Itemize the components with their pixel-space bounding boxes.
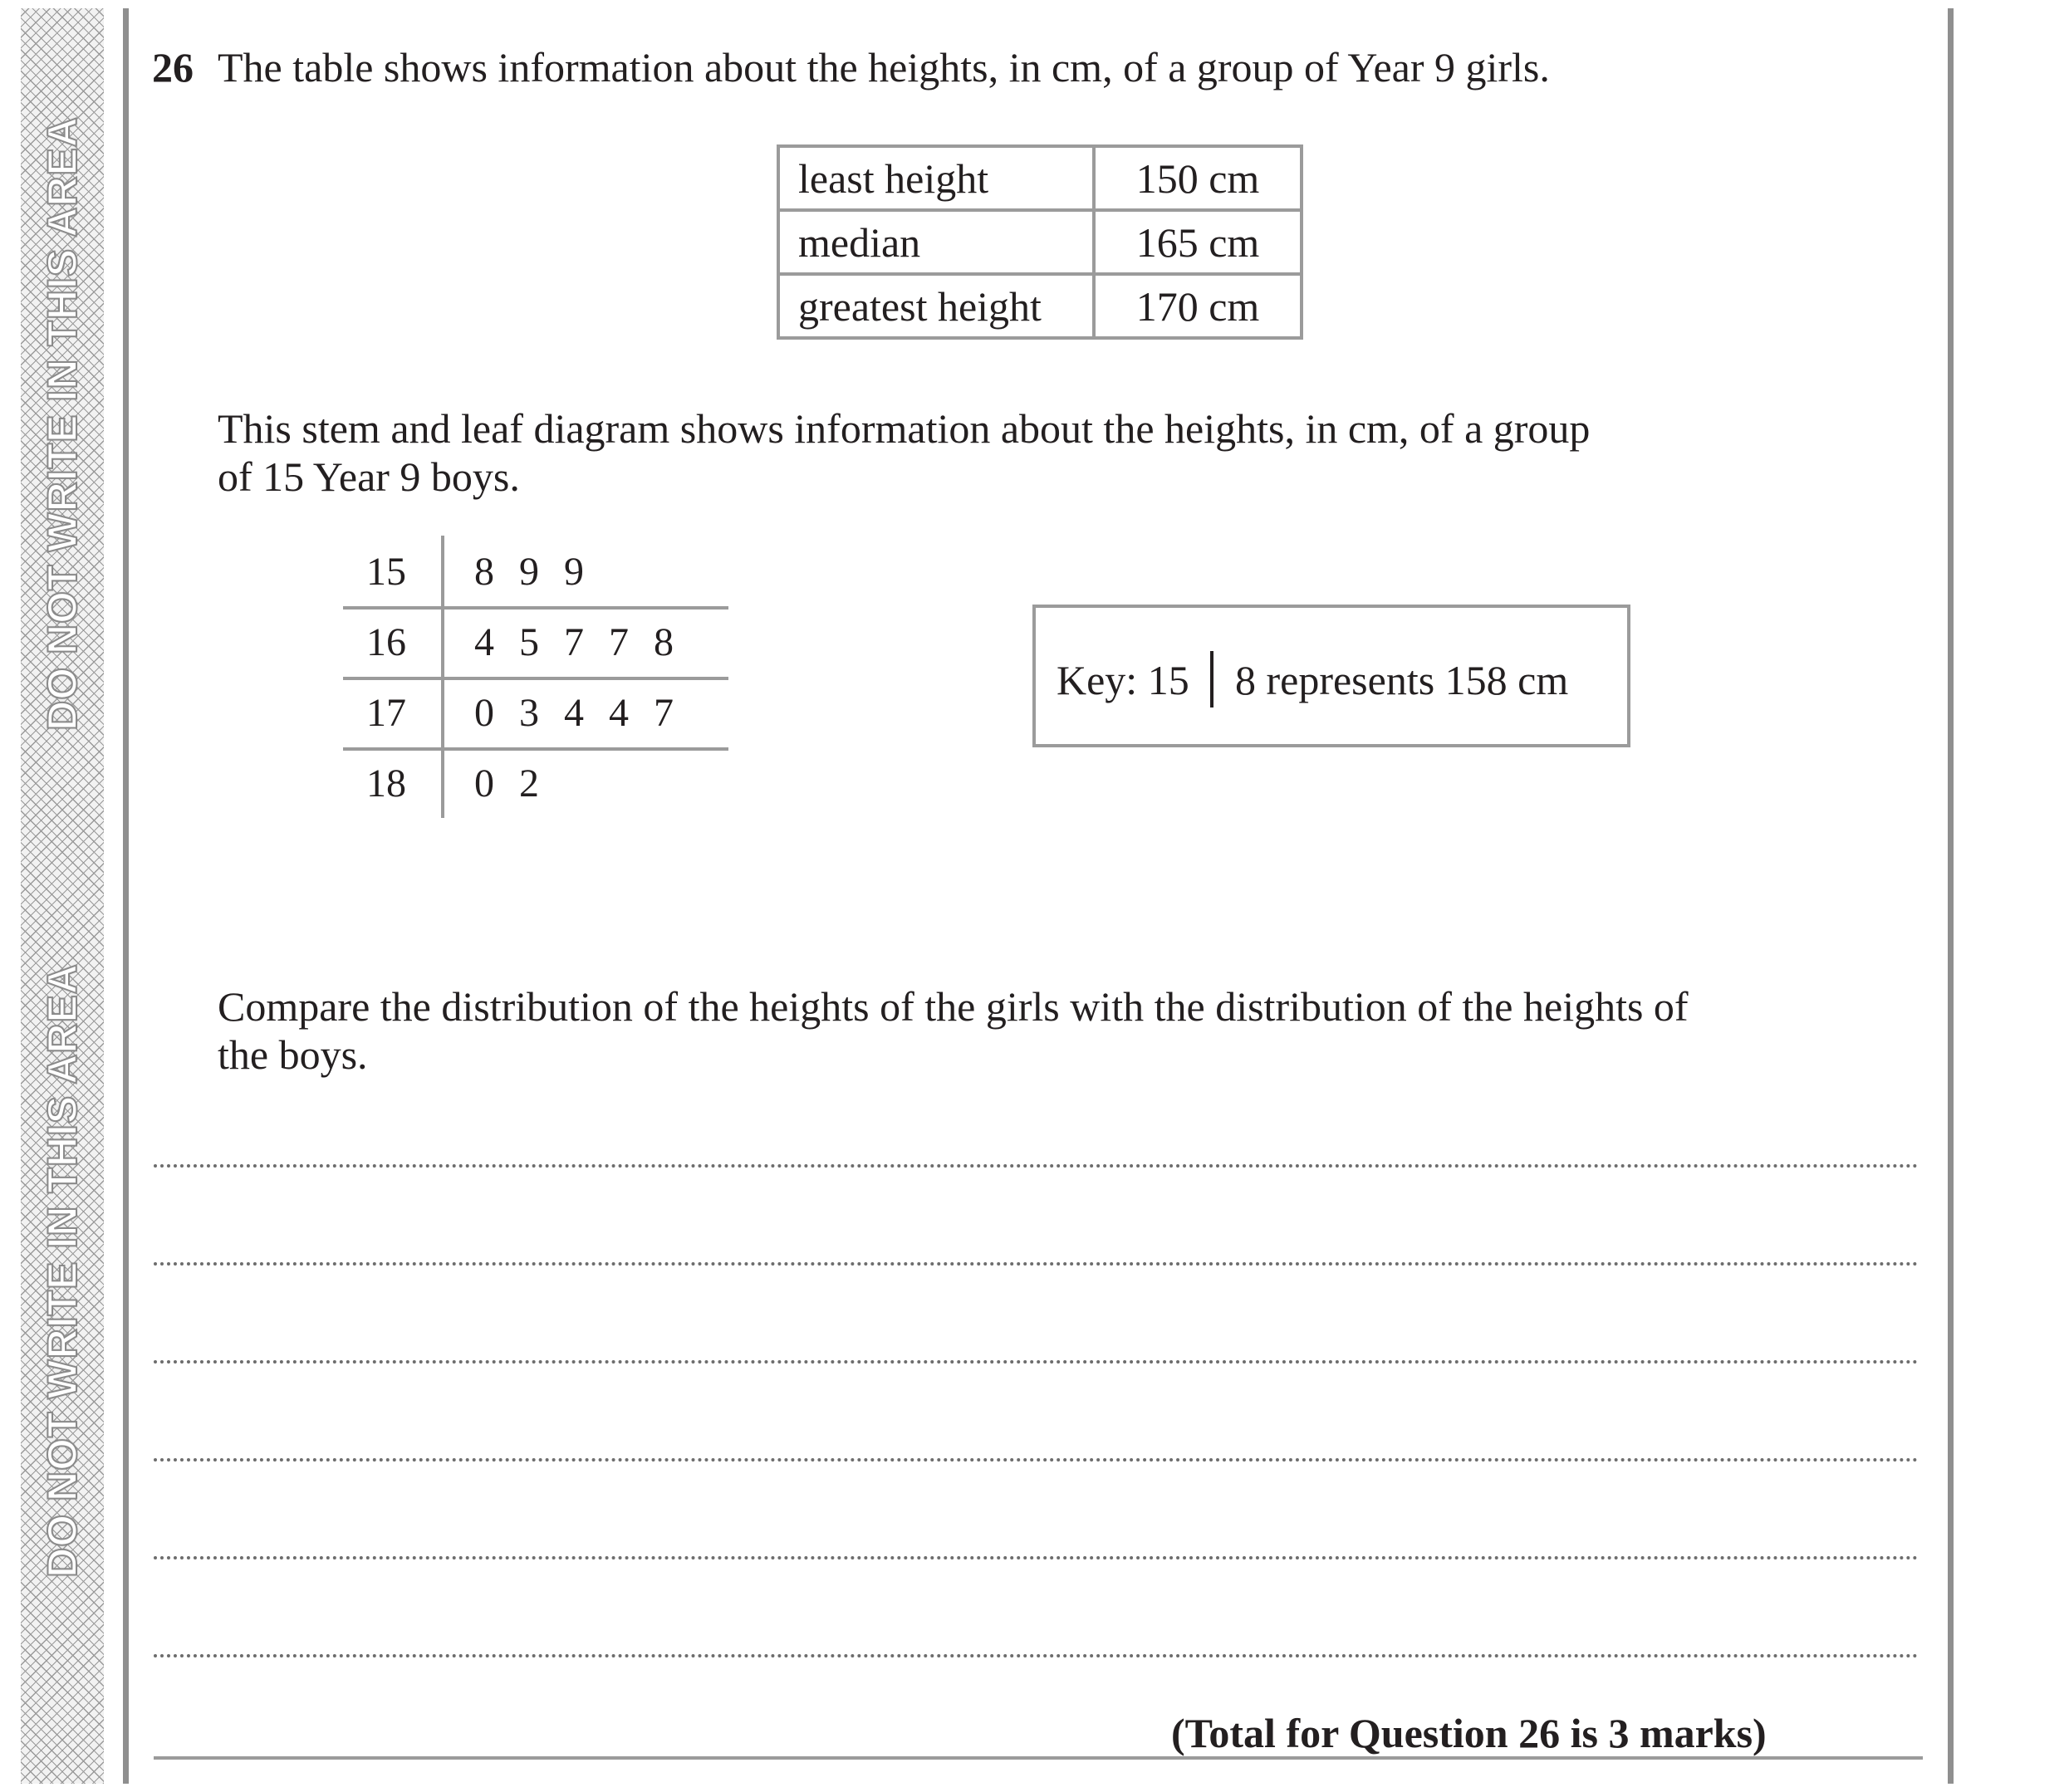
question-intro: The table shows information about the heights, in cm, of a group of Year 9 girls.: [218, 44, 1550, 91]
leaf-values: 4 5 7 7 8: [474, 620, 674, 664]
answer-line[interactable]: [154, 1556, 1919, 1559]
answer-line[interactable]: [154, 1458, 1919, 1462]
answer-line[interactable]: [154, 1262, 1919, 1266]
row-divider: [343, 606, 728, 610]
table-cell-value: 150 cm: [1094, 146, 1302, 210]
leaf-values: 0 2: [474, 761, 539, 805]
left-border-rule: [123, 8, 129, 1784]
stem-value: 17: [366, 691, 406, 735]
key-rest-text: 8 represents 158 cm: [1235, 657, 1569, 703]
stem-leaf-intro-line2: of 15 Year 9 boys.: [218, 453, 520, 500]
stem-leaf-diagram: [343, 536, 728, 818]
leaf-values: 8 9 9: [474, 550, 584, 594]
question-number: 26: [152, 44, 194, 91]
table-row: [778, 210, 1302, 274]
total-marks: (Total for Question 26 is 3 marks): [1171, 1710, 1767, 1756]
answer-line[interactable]: [154, 1164, 1919, 1168]
margin-label-top: DO NOT WRITE IN THIS AREA: [39, 116, 86, 731]
table-cell-label: greatest height: [778, 274, 1094, 338]
table-cell-label: least height: [778, 146, 1094, 210]
task-line2: the boys.: [218, 1031, 368, 1078]
answer-line[interactable]: [154, 1360, 1919, 1364]
right-border-rule: [1948, 8, 1954, 1784]
stem-leaf-intro-line1: This stem and leaf diagram shows information about the heights, in cm, of a group: [218, 405, 1591, 452]
stem-value: 18: [366, 761, 406, 805]
task-line1: Compare the distribution of the heights of the girls with the distribution of the heights of: [218, 983, 1689, 1030]
table-cell-value: 170 cm: [1094, 274, 1302, 338]
stem-value: 16: [366, 620, 406, 664]
stem-value: 15: [366, 550, 406, 594]
table-cell-label: median: [778, 210, 1094, 274]
key-stem-text: Key: 15: [1057, 657, 1189, 703]
table-cell-value: 165 cm: [1094, 210, 1302, 274]
row-divider: [343, 677, 728, 680]
bottom-rule: [154, 1756, 1923, 1760]
answer-line[interactable]: [154, 1654, 1919, 1657]
stem-leaf-key: [1032, 605, 1630, 747]
key-divider: [1210, 651, 1213, 707]
table-row: [778, 146, 1302, 210]
table-row: [778, 274, 1302, 338]
girls-heights-table: [777, 144, 1303, 340]
leaf-values: 0 3 4 4 7: [474, 691, 674, 735]
row-divider: [343, 747, 728, 751]
margin-label-bottom: DO NOT WRITE IN THIS AREA: [39, 963, 86, 1578]
